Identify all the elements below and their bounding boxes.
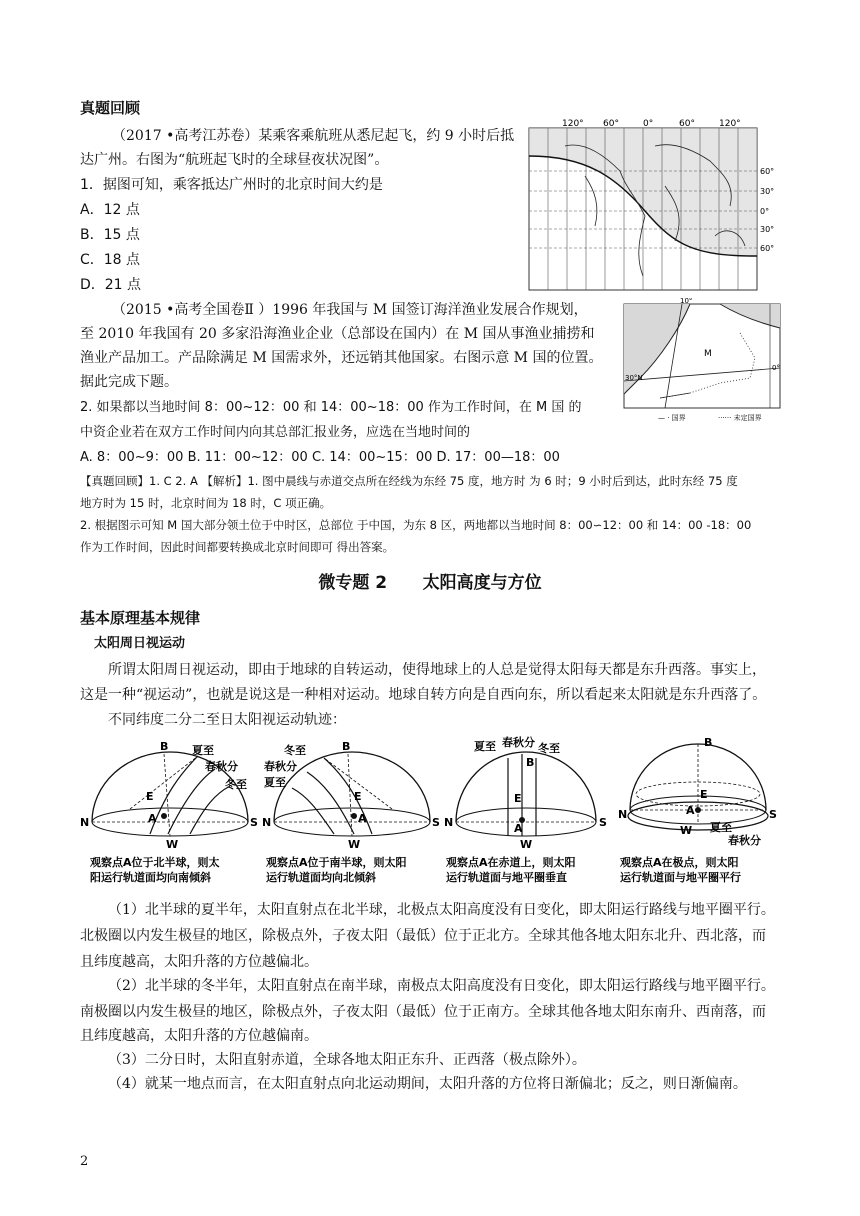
paragraph: 不同纬度二分二至日太阳视运动轨迹： bbox=[108, 712, 346, 728]
label-n: N bbox=[262, 816, 272, 829]
label-summer: 夏至 bbox=[192, 744, 214, 757]
label-equinox: 春秋分 bbox=[264, 760, 297, 773]
point-paragraph: 北极圈以内发生极昼的地区，除极点外，子夜太阳（最低）位于正北方。全球其他各地太阳东北升、西北落，而 bbox=[80, 928, 766, 944]
question-intro: 达广州。右图为“航班起飞时的全球昼夜状况图”。 bbox=[80, 152, 389, 168]
country-label-m: M bbox=[704, 349, 712, 359]
label-equinox: 春秋分 bbox=[502, 736, 535, 749]
diagram-caption: 观察点A在赤道上，则太阳 bbox=[446, 856, 576, 869]
point-paragraph: 南极圈以内发生极昼的地区，除极点外，子夜太阳（最低）位于正南方。全球其他各地太阳东南升、西南落，而 bbox=[80, 1004, 766, 1020]
day-night-map bbox=[525, 116, 775, 292]
map-lon-label: 120° bbox=[719, 119, 741, 129]
point-paragraph: （4）就某一地点而言，在太阳直射点向北运动期间，太阳升落的方位将日渐偏北；反之，则日渐偏南。 bbox=[108, 1076, 747, 1092]
question-intro: （2015 •高考全国卷Ⅱ ）1996 年我国与 M 国签订海洋渔业发展合作规划， bbox=[112, 302, 588, 318]
question-intro: 至 2010 年我国有 20 多家沿海渔业企业（总部设在国内）在 M 国从事渔业捕捞和 bbox=[80, 326, 595, 342]
diagram-caption: 运行轨道面均向北倾斜 bbox=[266, 871, 376, 884]
answer-analysis: 【真题回顾】1. C 2. A 【解析】1. 图中晨线与赤道交点所在经线为东经 75 度，地方时 为 6 时；9 小时后到达，此时东经 75 度 bbox=[80, 474, 738, 488]
label-s: S bbox=[599, 816, 607, 829]
map-lat-label: 0° bbox=[760, 207, 770, 216]
map-lat-label: 60° bbox=[760, 167, 775, 176]
legend-border: — · 国界 bbox=[658, 414, 686, 422]
label-b: B bbox=[160, 740, 169, 753]
legend-undefined-border: ······ 未定国界 bbox=[718, 414, 762, 422]
point-paragraph: （2）北半球的冬半年，太阳直射点在南半球，南极点太阳高度没有日变化，即太阳运行路线与地平圈平行。 bbox=[108, 978, 775, 994]
label-summer: 夏至 bbox=[264, 776, 286, 789]
sun-path-pole bbox=[616, 734, 782, 884]
map-lon-label: 120° bbox=[562, 119, 584, 129]
paragraph: 所谓太阳周日视运动，即由于地球的自转运动，使得地球上的人总是觉得太阳每天都是东升西落。事实上， bbox=[108, 662, 766, 678]
options-row: A. 8：00~9：00 B. 11：00~12：00 C. 14：00~15：00 D. 17：00—18：00 bbox=[80, 450, 560, 465]
label-s: S bbox=[432, 816, 440, 829]
option: C．18 点 bbox=[80, 252, 141, 268]
paragraph: 这是一种“视运动”，也就是说这是一种相对运动。地球自转方向是自西向东，所以看起来太阳就是东升西落了。 bbox=[80, 687, 767, 703]
label-equinox: 春秋分 bbox=[205, 760, 238, 773]
label-w: W bbox=[680, 824, 693, 837]
label-a: A bbox=[148, 812, 157, 825]
question-stem: 2. 如果都以当地时间 8：00~12：00 和 14：00~18：00 作为工作时间，在 M 国 的 bbox=[80, 400, 582, 415]
sun-path-south-hemisphere bbox=[262, 734, 442, 884]
question-intro: （2017 •高考江苏卷）某乘客乘航班从悉尼起飞，约 9 小时后抵 bbox=[112, 128, 515, 144]
point-paragraph: （1）北半球的夏半年，太阳直射点在北半球，北极点太阳高度没有日变化，即太阳运行路线与地平圈平行。 bbox=[108, 902, 775, 918]
label-w: W bbox=[348, 838, 361, 851]
diagram-caption: 观察点A位于南半球，则太阳 bbox=[266, 856, 407, 869]
map2-lon-label: 0° bbox=[772, 364, 780, 372]
page-number: 2 bbox=[80, 1154, 89, 1169]
point-paragraph: （3）二分日时，太阳直射赤道，全球各地太阳正东升、正西落（极点除外）。 bbox=[108, 1052, 586, 1068]
diagram-caption: 运行轨道面与地平圈垂直 bbox=[446, 871, 567, 884]
map-lat-label: 30° bbox=[760, 187, 775, 196]
m-country-map bbox=[620, 298, 782, 426]
label-b: B bbox=[342, 740, 351, 753]
section-title: 微专题 2 太阳高度与方位 bbox=[318, 573, 542, 593]
point-paragraph: 且纬度越高，太阳升落的方位越偏南。 bbox=[80, 1028, 318, 1044]
map-lat-label: 60° bbox=[760, 244, 775, 253]
option: A．12 点 bbox=[80, 202, 140, 218]
label-summer: 夏至 bbox=[474, 740, 496, 753]
map-lon-label: 60° bbox=[679, 119, 695, 129]
map2-lon-label: 10° bbox=[680, 298, 693, 305]
label-winter: 冬至 bbox=[538, 742, 560, 755]
label-winter: 冬至 bbox=[284, 744, 306, 757]
label-e: E bbox=[700, 788, 708, 801]
label-summer: 夏至 bbox=[710, 821, 732, 834]
question-stem: 1．据图可知，乘客抵达广州时的北京时间大约是 bbox=[80, 177, 383, 193]
sun-path-equator bbox=[444, 734, 610, 884]
answer-analysis: 地方时为 15 时，北京时间为 18 时，C 项正确。 bbox=[80, 496, 332, 510]
label-a: A bbox=[514, 822, 523, 835]
sun-path-north-hemisphere bbox=[80, 734, 260, 884]
label-w: W bbox=[166, 838, 179, 851]
label-s: S bbox=[250, 816, 258, 829]
option: D．21 点 bbox=[80, 277, 142, 293]
label-b: B bbox=[704, 736, 713, 749]
map-lon-label: 60° bbox=[603, 119, 619, 129]
option: B．15 点 bbox=[80, 227, 140, 243]
topic-heading: 太阳周日视运动 bbox=[94, 636, 186, 651]
subheading: 基本原理基本规律 bbox=[80, 609, 201, 627]
map-lat-label: 30° bbox=[760, 225, 775, 234]
label-n: N bbox=[618, 808, 628, 821]
label-e: E bbox=[146, 790, 154, 803]
question-intro: 据此完成下题。 bbox=[80, 374, 178, 390]
label-a: A bbox=[358, 812, 367, 825]
section-heading-review: 真题回顾 bbox=[80, 99, 141, 117]
diagram-caption: 运行轨道面与地平圈平行 bbox=[620, 871, 741, 884]
question-stem: 中资企业若在双方工作时间内向其总部汇报业务，应选在当地时间的 bbox=[80, 425, 471, 440]
map2-lat-label: 30°N bbox=[625, 374, 643, 382]
diagram-caption: 观察点A在极点，则太阳 bbox=[620, 856, 739, 869]
label-e: E bbox=[354, 790, 362, 803]
answer-analysis: 2. 根据图示可知 M 国大部分领土位于中时区，总部位 于中国，为东 8 区，两地都以当地时间 8：00∽12：00 和 14：00 -18：00 bbox=[80, 518, 752, 532]
label-b: B bbox=[526, 756, 535, 769]
map-lon-label: 0° bbox=[643, 119, 654, 129]
label-e: E bbox=[514, 792, 522, 805]
diagram-caption: 阳运行轨道面均向南倾斜 bbox=[90, 871, 211, 884]
diagram-caption: 观察点A位于北半球，则太 bbox=[90, 856, 220, 869]
label-n: N bbox=[80, 816, 90, 829]
label-a: A bbox=[686, 804, 695, 817]
label-s: S bbox=[769, 808, 777, 821]
question-intro: 渔业产品加工。产品除满足 M 国需求外，还远销其他国家。右图示意 M 国的位置。 bbox=[80, 350, 603, 366]
label-equinox: 春秋分 bbox=[728, 834, 761, 847]
point-paragraph: 且纬度越高，太阳升落的方位越偏北。 bbox=[80, 954, 318, 970]
label-w: W bbox=[520, 838, 533, 851]
label-n: N bbox=[444, 816, 454, 829]
answer-analysis: 作为工作时间，因此时间都要转换成北京时间即可 得出答案。 bbox=[80, 540, 395, 554]
label-winter: 冬至 bbox=[225, 778, 247, 791]
